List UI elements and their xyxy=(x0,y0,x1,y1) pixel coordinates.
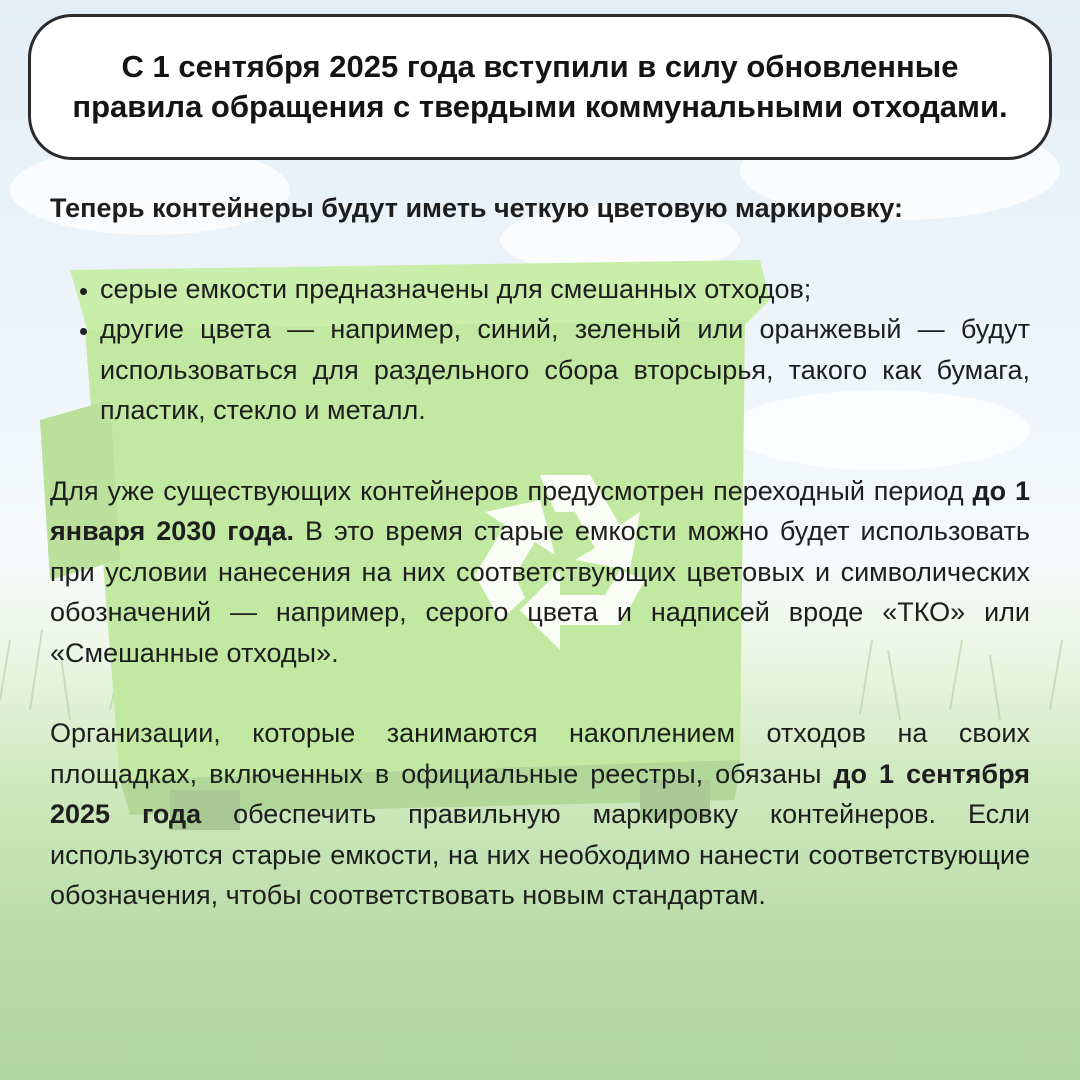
paragraph-text: В это время старые емкости можно будет использовать при условии нанесения на них соответствующих цветовых и символических обозначений — например, серого цвета и надписей вроде «ТКО» или «Смешанные отходы». xyxy=(50,516,1030,668)
article-body xyxy=(50,188,1030,916)
transition-paragraph xyxy=(50,471,1030,674)
paragraph-text: Организации, которые занимаются накоплением отходов на своих площадках, включенных в официальные реестры, обязаны xyxy=(50,718,1030,789)
title-banner xyxy=(28,14,1052,160)
paragraph-text: обеспечить правильную маркировку контейнеров. Если используются старые емкости, на них необходимо нанести соответствующие обозначения, чтобы соответствовать новым стандартам. xyxy=(50,799,1030,910)
deadline-highlight: до 1 января 2030 года. xyxy=(50,475,1030,546)
deadline-highlight: до 1 сентября 2025 года xyxy=(50,758,1030,829)
marking-list xyxy=(50,269,1030,431)
list-item: • серые емкости предназначены для смешанных отходов; xyxy=(100,269,1030,310)
organizations-paragraph xyxy=(50,713,1030,916)
list-item: • другие цвета — например, синий, зеленый или оранжевый — будут использоваться для раздельного сбора вторсырья, такого как бумага, пластик, стекло и металл. xyxy=(100,309,1030,431)
page-title: С 1 сентября 2025 года вступили в силу обновленные правила обращения с твердыми коммунальными отходами. xyxy=(72,49,1008,124)
paragraph-text: Для уже существующих контейнеров предусмотрен переходный период xyxy=(50,475,973,506)
intro-text: Теперь контейнеры будут иметь четкую цветовую маркировку: xyxy=(50,193,904,223)
